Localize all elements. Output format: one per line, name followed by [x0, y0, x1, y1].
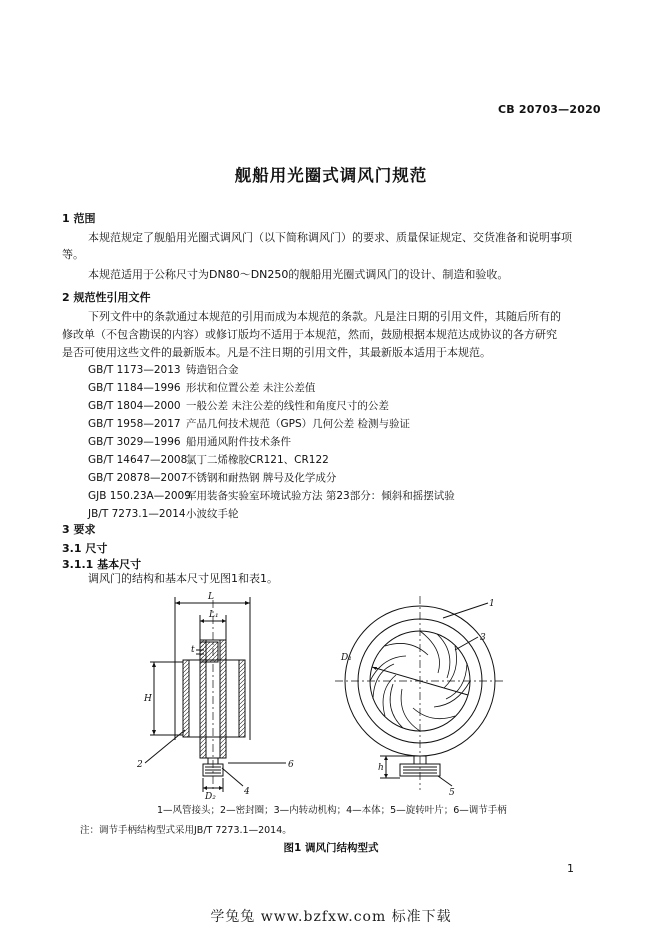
leader-3: [455, 637, 478, 650]
label-D2: D₂: [205, 792, 216, 802]
reference-item: GB/T 14647—2008氯丁二烯橡胶CR121、CR122: [88, 454, 329, 466]
section-2-paragraph-line-3: 是否可使用这些文件的最新版本。凡是不注日期的引用文件，其最新版本适用于本规范。: [62, 346, 491, 359]
callout-4: 4: [244, 787, 250, 797]
hatched-wall-right: [239, 660, 245, 737]
label-D1: D₁: [341, 653, 352, 663]
sealing-ring: [200, 642, 218, 662]
section-2-paragraph-line-1: 下列文件中的条款通过本规范的引用而成为本规范的条款。凡是注日期的引用文件，其随后所有的: [88, 310, 561, 323]
footer-watermark: 学兔兔 www.bzfxw.com 标准下载: [210, 909, 452, 925]
side-view: [145, 597, 286, 792]
section-2-paragraph-line-2: 修改单（不包含勘误的内容）或修订版均不适用于本规范，然而，鼓励根据本规范达成协议的各方研究: [62, 328, 557, 341]
label-t: t: [191, 645, 195, 655]
document-title: 舰船用光圈式调风门规范: [234, 166, 428, 185]
callout-1: 1: [489, 599, 495, 609]
front-view: [335, 596, 505, 790]
section-3-1-heading: 3.1 尺寸: [62, 542, 108, 555]
reference-item: GB/T 1958—2017 产品几何技术规范（GPS）几何公差 检测与验证: [88, 418, 410, 430]
body-outline: [183, 660, 245, 737]
callout-3: 3: [480, 633, 486, 643]
callout-2: 2: [137, 760, 143, 770]
section-3-heading: 3 要求: [62, 523, 96, 536]
standard-code: CB 20703—2020: [498, 103, 601, 116]
reference-item: GB/T 20878—2007不锈钢和耐热钢 牌号及化学成分: [88, 472, 337, 484]
label-h: h: [378, 763, 384, 773]
reference-item: GJB 150.23A—2009军用装备实验室环境试验方法 第23部分：倾斜和摇摆试验: [88, 490, 455, 502]
section-1-paragraph-1: 本规范规定了舰船用光圈式调风门（以下简称调风门）的要求、质量保证规定、交货准备和说明事项: [88, 231, 572, 244]
reference-item: GB/T 1173—2013 铸造铝合金: [88, 364, 239, 376]
section-3-paragraph: 调风门的结构和基本尺寸见图1和表1。: [88, 572, 278, 585]
page-number: 1: [567, 862, 574, 875]
figure-note: 注：调节手柄结构型式采用JB/T 7273.1—2014。: [80, 825, 292, 836]
callout-5: 5: [449, 788, 455, 798]
figure-caption: 图1 调风门结构型式: [283, 842, 379, 854]
section-1-paragraph-2: 本规范适用于公称尺寸为DN80～DN250的舰船用光圈式调风门的设计、制造和验收。: [88, 268, 509, 281]
callout-6: 6: [288, 760, 294, 770]
leader-4: [222, 768, 243, 786]
reference-item: GB/T 3029—1996 船用通风附件技术条件: [88, 436, 291, 448]
section-1-paragraph-1-cont: 等。: [62, 248, 84, 261]
section-1-heading: 1 范围: [62, 212, 96, 225]
label-H: H: [144, 694, 152, 704]
leader-5: [438, 776, 452, 786]
reference-item: GB/T 1804—2000 一般公差 未注公差的线性和角度尺寸的公差: [88, 400, 389, 412]
section-2-heading: 2 规范性引用文件: [62, 291, 151, 304]
reference-item: JB/T 7273.1—2014小波纹手轮: [88, 508, 239, 520]
label-L1: L₁: [209, 610, 219, 620]
hatched-wall-left: [183, 660, 189, 737]
section-3-1-1-heading: 3.1.1 基本尺寸: [62, 558, 142, 571]
leader-1: [443, 603, 488, 618]
reference-item: GB/T 1184—1996 形状和位置公差 未注公差值: [88, 382, 316, 394]
figure-legend: 1—风管接头；2—密封圈；3—内转动机构；4—本体；5—旋转叶片；6—调节手柄: [157, 805, 507, 816]
label-L: L: [208, 592, 214, 602]
